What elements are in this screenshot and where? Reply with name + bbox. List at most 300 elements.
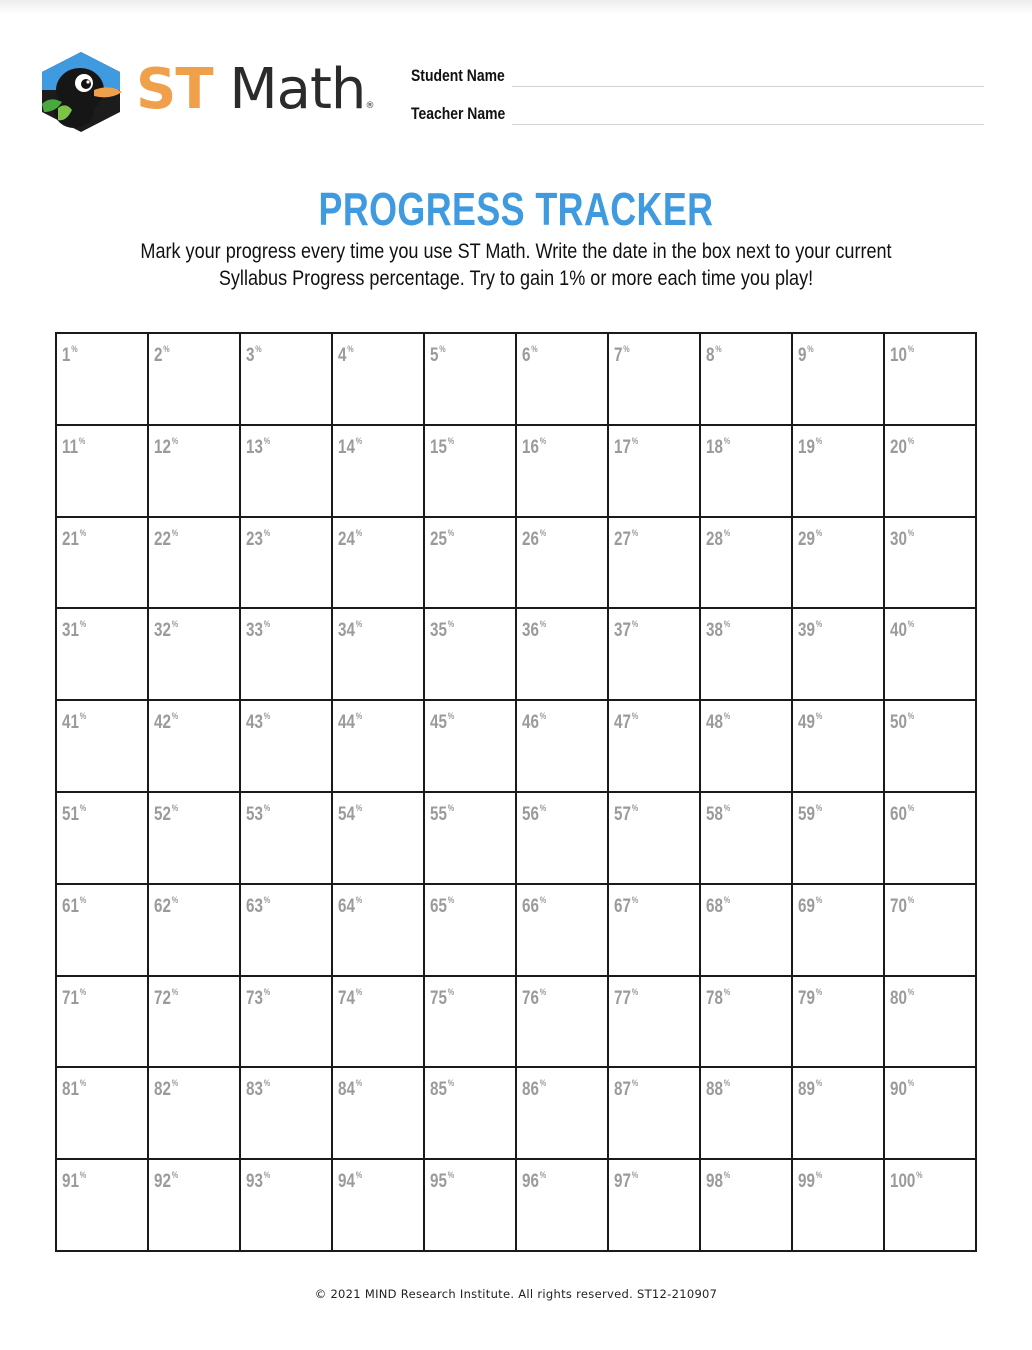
percent-symbol: % (815, 435, 823, 446)
progress-cell[interactable] (517, 609, 609, 701)
percent-symbol: % (355, 803, 363, 813)
progress-percent-value: 74 (338, 987, 355, 1009)
percent-symbol: % (79, 894, 87, 905)
progress-cell[interactable] (241, 1160, 333, 1252)
percent-symbol: % (815, 1078, 823, 1089)
percent-symbol: % (171, 803, 179, 813)
progress-cell-label (338, 981, 362, 1010)
progress-percent-value: 16 (522, 436, 539, 458)
percent-symbol: % (631, 527, 639, 538)
progress-cell[interactable] (57, 885, 149, 977)
progress-percent-value: 91 (62, 1171, 79, 1193)
progress-cell-label (430, 613, 454, 642)
logo-wordmark (136, 58, 373, 138)
progress-cell-label (706, 338, 722, 367)
percent-symbol: % (79, 711, 87, 722)
progress-percent-value: 94 (338, 1171, 355, 1193)
progress-cell-label (890, 338, 914, 367)
progress-cell[interactable] (149, 1068, 241, 1160)
progress-cell-label (338, 705, 362, 734)
progress-cell[interactable] (609, 518, 701, 610)
progress-cell[interactable] (333, 518, 425, 610)
progress-cell-label (62, 889, 86, 918)
percent-symbol: % (815, 619, 823, 630)
progress-percent-value: 80 (890, 987, 907, 1009)
progress-cell[interactable] (425, 609, 517, 701)
progress-cell-label (338, 430, 362, 459)
progress-percent-value: 85 (430, 1079, 447, 1101)
percent-symbol: % (631, 803, 639, 813)
percent-symbol: % (631, 894, 639, 905)
percent-symbol: % (715, 344, 722, 354)
progress-cell[interactable] (57, 1068, 149, 1160)
progress-cell-label (154, 338, 170, 367)
progress-percent-value: 38 (706, 620, 723, 642)
teacher-name-label: Teacher Name (411, 104, 506, 123)
progress-cell[interactable] (425, 426, 517, 518)
progress-cell-label (614, 889, 638, 918)
progress-cell[interactable] (517, 426, 609, 518)
progress-percent-value: 73 (246, 987, 263, 1009)
progress-cell[interactable] (885, 426, 977, 518)
progress-cell[interactable] (425, 885, 517, 977)
progress-cell-label (62, 981, 86, 1010)
progress-percent-value: 54 (338, 804, 355, 825)
progress-percent-value: 57 (614, 804, 631, 825)
percent-symbol: % (631, 435, 639, 446)
percent-symbol: % (171, 1078, 179, 1089)
progress-cell[interactable] (609, 1068, 701, 1160)
progress-cell[interactable] (425, 793, 517, 885)
progress-cell-label (62, 430, 85, 459)
progress-cell-label (154, 1164, 178, 1193)
progress-cell-label (246, 981, 270, 1010)
progress-cell-label (246, 797, 270, 826)
progress-percent-value: 47 (614, 712, 631, 734)
progress-cell[interactable] (701, 609, 793, 701)
teacher-name-line[interactable] (512, 124, 984, 125)
progress-cell-label (338, 338, 354, 367)
progress-cell-label (338, 522, 362, 551)
progress-percent-value: 5 (430, 345, 439, 366)
progress-cell[interactable] (241, 701, 333, 793)
progress-percent-value: 86 (522, 1079, 539, 1101)
progress-cell[interactable] (241, 1068, 333, 1160)
percent-symbol: % (263, 1078, 271, 1089)
progress-cell[interactable] (793, 518, 885, 610)
percent-symbol: % (723, 1078, 731, 1089)
progress-cell[interactable] (241, 793, 333, 885)
progress-cell[interactable] (517, 793, 609, 885)
progress-cell[interactable] (149, 334, 241, 426)
progress-percent-value: 90 (890, 1079, 907, 1101)
progress-cell-label (614, 613, 638, 642)
progress-cell-label (154, 522, 178, 551)
progress-cell[interactable] (241, 609, 333, 701)
percent-symbol: % (723, 619, 731, 630)
progress-cell[interactable] (609, 426, 701, 518)
progress-cell[interactable] (701, 1068, 793, 1160)
progress-cell-label (890, 889, 914, 918)
progress-percent-value: 9 (798, 345, 807, 366)
progress-cell[interactable] (241, 518, 333, 610)
percent-symbol: % (171, 986, 179, 997)
progress-cell[interactable] (793, 885, 885, 977)
progress-cell[interactable] (517, 1160, 609, 1252)
progress-cell-label (154, 1072, 178, 1101)
percent-symbol: % (723, 803, 731, 813)
progress-cell[interactable] (885, 1160, 977, 1252)
progress-percent-value: 22 (154, 528, 171, 550)
progress-percent-value: 62 (154, 895, 171, 917)
progress-cell[interactable] (793, 793, 885, 885)
progress-percent-value: 58 (706, 804, 723, 825)
progress-percent-value: 50 (890, 712, 907, 734)
percent-symbol: % (539, 619, 547, 630)
progress-cell-label (890, 797, 914, 826)
progress-cell[interactable] (793, 609, 885, 701)
progress-cell[interactable] (333, 334, 425, 426)
progress-percent-value: 72 (154, 987, 171, 1009)
progress-cell-label (614, 797, 638, 826)
progress-percent-value: 13 (246, 436, 263, 458)
percent-symbol: % (815, 894, 823, 905)
trademark-symbol: ® (365, 101, 374, 111)
progress-percent-value: 17 (614, 436, 631, 458)
progress-percent-value: 87 (614, 1079, 631, 1101)
progress-percent-value: 67 (614, 895, 631, 917)
progress-cell[interactable] (701, 1160, 793, 1252)
progress-percent-value: 49 (798, 712, 815, 734)
progress-cell[interactable] (333, 609, 425, 701)
progress-cell[interactable] (149, 518, 241, 610)
percent-symbol: % (807, 344, 814, 354)
percent-symbol: % (539, 711, 547, 722)
progress-cell-label (614, 981, 638, 1010)
progress-cell-label (798, 338, 814, 367)
progress-cell[interactable] (149, 793, 241, 885)
progress-cell[interactable] (333, 793, 425, 885)
percent-symbol: % (78, 435, 86, 446)
progress-cell-label (522, 1164, 546, 1193)
instructions (72, 238, 960, 292)
progress-cell[interactable] (885, 1068, 977, 1160)
progress-cell[interactable] (517, 701, 609, 793)
percent-symbol: % (539, 527, 547, 538)
percent-symbol: % (539, 803, 547, 813)
percent-symbol: % (439, 344, 446, 354)
progress-cell[interactable] (57, 977, 149, 1069)
progress-cell[interactable] (425, 334, 517, 426)
progress-cell-label (246, 430, 270, 459)
percent-symbol: % (907, 619, 915, 630)
progress-percent-value: 64 (338, 895, 355, 917)
progress-percent-value: 88 (706, 1079, 723, 1101)
progress-cell-label (430, 1164, 454, 1193)
progress-cell[interactable] (57, 793, 149, 885)
progress-cell-label (62, 338, 78, 367)
progress-percent-value: 79 (798, 987, 815, 1009)
progress-percent-value: 75 (430, 987, 447, 1009)
progress-cell[interactable] (517, 977, 609, 1069)
student-name-line[interactable] (512, 86, 984, 87)
percent-symbol: % (355, 435, 363, 446)
progress-cell[interactable] (701, 793, 793, 885)
progress-percent-value: 32 (154, 620, 171, 642)
progress-cell-label (338, 797, 362, 826)
progress-cell[interactable] (333, 1160, 425, 1252)
progress-cell[interactable] (241, 885, 333, 977)
progress-cell[interactable] (885, 977, 977, 1069)
progress-cell[interactable] (609, 609, 701, 701)
percent-symbol: % (447, 803, 455, 813)
progress-cell-label (154, 430, 178, 459)
progress-cell-label (430, 1072, 454, 1101)
progress-percent-value: 6 (522, 345, 531, 366)
progress-grid (55, 332, 977, 1252)
progress-cell-label (890, 613, 914, 642)
progress-cell[interactable] (149, 426, 241, 518)
progress-cell[interactable] (57, 426, 149, 518)
percent-symbol: % (263, 803, 271, 813)
progress-cell[interactable] (885, 885, 977, 977)
progress-percent-value: 27 (614, 528, 631, 550)
progress-cell[interactable] (609, 701, 701, 793)
progress-cell[interactable] (149, 977, 241, 1069)
progress-cell-label (522, 797, 546, 826)
percent-symbol: % (631, 711, 639, 722)
progress-cell-label (430, 338, 446, 367)
progress-percent-value: 34 (338, 620, 355, 642)
percent-symbol: % (723, 894, 731, 905)
progress-cell[interactable] (793, 1068, 885, 1160)
progress-cell[interactable] (57, 609, 149, 701)
progress-cell[interactable] (609, 977, 701, 1069)
progress-percent-value: 25 (430, 528, 447, 550)
progress-cell[interactable] (701, 977, 793, 1069)
progress-cell[interactable] (793, 977, 885, 1069)
progress-cell-label (522, 705, 546, 734)
progress-cell[interactable] (517, 1068, 609, 1160)
percent-symbol: % (539, 1078, 547, 1089)
progress-cell[interactable] (885, 701, 977, 793)
percent-symbol: % (355, 711, 363, 722)
percent-symbol: % (907, 527, 915, 538)
progress-cell-label (338, 1164, 362, 1193)
progress-cell-label (154, 889, 178, 918)
page-title: PROGRESS TRACKER (318, 183, 714, 235)
progress-cell[interactable] (57, 334, 149, 426)
percent-symbol: % (263, 711, 271, 722)
percent-symbol: % (631, 1078, 639, 1089)
progress-percent-value: 84 (338, 1079, 355, 1101)
percent-symbol: % (163, 344, 170, 354)
progress-cell-label (706, 522, 730, 551)
percent-symbol: % (255, 344, 262, 354)
progress-percent-value: 29 (798, 528, 815, 550)
progress-cell[interactable] (701, 885, 793, 977)
percent-symbol: % (263, 527, 271, 538)
progress-cell[interactable] (517, 885, 609, 977)
progress-cell-label (430, 705, 454, 734)
progress-cell[interactable] (609, 1160, 701, 1252)
teacher-name-field[interactable] (411, 102, 986, 132)
progress-cell[interactable] (885, 609, 977, 701)
progress-cell[interactable] (793, 701, 885, 793)
progress-percent-value: 42 (154, 712, 171, 734)
progress-percent-value: 45 (430, 712, 447, 734)
percent-symbol: % (355, 619, 363, 630)
percent-symbol: % (539, 894, 547, 905)
progress-percent-value: 20 (890, 436, 907, 458)
progress-cell-label (62, 1072, 86, 1101)
percent-symbol: % (531, 344, 538, 354)
progress-percent-value: 36 (522, 620, 539, 642)
percent-symbol: % (263, 986, 271, 997)
progress-cell-label (522, 522, 546, 551)
progress-cell-label (522, 981, 546, 1010)
progress-cell[interactable] (609, 334, 701, 426)
percent-symbol: % (815, 803, 823, 813)
percent-symbol: % (171, 527, 179, 538)
progress-cell[interactable] (57, 701, 149, 793)
percent-symbol: % (631, 986, 639, 997)
progress-cell[interactable] (425, 1160, 517, 1252)
progress-cell[interactable] (701, 426, 793, 518)
progress-cell[interactable] (425, 1068, 517, 1160)
progress-percent-value: 55 (430, 804, 447, 825)
progress-percent-value: 10 (890, 345, 907, 366)
progress-cell[interactable] (149, 609, 241, 701)
progress-cell-label (890, 430, 914, 459)
progress-cell[interactable] (149, 701, 241, 793)
progress-percent-value: 8 (706, 345, 715, 366)
progress-cell-label (614, 1164, 638, 1193)
progress-cell[interactable] (57, 1160, 149, 1252)
percent-symbol: % (79, 986, 87, 997)
progress-cell[interactable] (701, 518, 793, 610)
percent-symbol: % (355, 986, 363, 997)
progress-percent-value: 99 (798, 1171, 815, 1193)
progress-cell-label (246, 522, 270, 551)
progress-cell[interactable] (517, 518, 609, 610)
student-name-field[interactable] (411, 64, 986, 94)
percent-symbol: % (79, 803, 87, 813)
percent-symbol: % (355, 1078, 363, 1089)
progress-cell-label (614, 522, 638, 551)
progress-cell-label (890, 1164, 923, 1193)
progress-percent-value: 46 (522, 712, 539, 734)
progress-cell[interactable] (333, 885, 425, 977)
progress-cell-label (706, 889, 730, 918)
progress-cell-label (798, 522, 822, 551)
progress-percent-value: 98 (706, 1171, 723, 1193)
progress-cell-label (522, 889, 546, 918)
progress-cell[interactable] (793, 1160, 885, 1252)
percent-symbol: % (539, 1170, 547, 1181)
progress-cell[interactable] (241, 426, 333, 518)
progress-cell[interactable] (885, 334, 977, 426)
progress-cell[interactable] (333, 1068, 425, 1160)
progress-percent-value: 93 (246, 1171, 263, 1193)
progress-percent-value: 43 (246, 712, 263, 734)
progress-cell[interactable] (425, 977, 517, 1069)
progress-cell-label (246, 1072, 270, 1101)
progress-cell[interactable] (885, 518, 977, 610)
progress-percent-value: 44 (338, 712, 355, 734)
percent-symbol: % (79, 527, 87, 538)
progress-cell[interactable] (701, 334, 793, 426)
progress-cell[interactable] (701, 701, 793, 793)
logo-st-text: ST (136, 57, 213, 122)
progress-cell-label (430, 430, 454, 459)
percent-symbol: % (355, 527, 363, 538)
percent-symbol: % (171, 619, 179, 630)
progress-cell[interactable] (885, 793, 977, 885)
progress-percent-value: 23 (246, 528, 263, 550)
percent-symbol: % (79, 1078, 87, 1089)
progress-percent-value: 7 (614, 345, 623, 366)
progress-percent-value: 59 (798, 804, 815, 825)
progress-cell[interactable] (149, 1160, 241, 1252)
percent-symbol: % (447, 435, 455, 446)
progress-percent-value: 63 (246, 895, 263, 917)
progress-cell[interactable] (609, 793, 701, 885)
progress-cell[interactable] (609, 885, 701, 977)
progress-cell-label (706, 613, 730, 642)
progress-percent-value: 76 (522, 987, 539, 1009)
progress-cell-label (154, 797, 178, 826)
progress-cell[interactable] (793, 334, 885, 426)
progress-cell[interactable] (149, 885, 241, 977)
progress-cell-label (62, 613, 86, 642)
progress-cell-label (798, 705, 822, 734)
percent-symbol: % (815, 1170, 823, 1181)
progress-percent-value: 28 (706, 528, 723, 550)
progress-cell[interactable] (333, 977, 425, 1069)
percent-symbol: % (447, 527, 455, 538)
progress-percent-value: 71 (62, 987, 79, 1009)
progress-percent-value: 19 (798, 436, 815, 458)
progress-cell[interactable] (241, 334, 333, 426)
percent-symbol: % (723, 527, 731, 538)
progress-cell[interactable] (333, 426, 425, 518)
progress-cell-label (430, 522, 454, 551)
progress-cell[interactable] (425, 518, 517, 610)
percent-symbol: % (355, 894, 363, 905)
percent-symbol: % (907, 1078, 915, 1089)
progress-cell-label (154, 981, 178, 1010)
progress-cell[interactable] (425, 701, 517, 793)
progress-cell[interactable] (57, 518, 149, 610)
progress-cell[interactable] (793, 426, 885, 518)
progress-percent-value: 51 (62, 804, 79, 825)
percent-symbol: % (539, 986, 547, 997)
progress-cell[interactable] (333, 701, 425, 793)
progress-cell[interactable] (517, 334, 609, 426)
progress-cell-label (522, 1072, 546, 1101)
progress-percent-value: 30 (890, 528, 907, 550)
progress-percent-value: 26 (522, 528, 539, 550)
percent-symbol: % (447, 1078, 455, 1089)
progress-cell-label (154, 705, 178, 734)
percent-symbol: % (916, 1170, 923, 1181)
percent-symbol: % (79, 619, 87, 630)
progress-cell-label (798, 981, 822, 1010)
progress-cell-label (338, 889, 362, 918)
progress-cell[interactable] (241, 977, 333, 1069)
progress-cell-label (62, 522, 86, 551)
